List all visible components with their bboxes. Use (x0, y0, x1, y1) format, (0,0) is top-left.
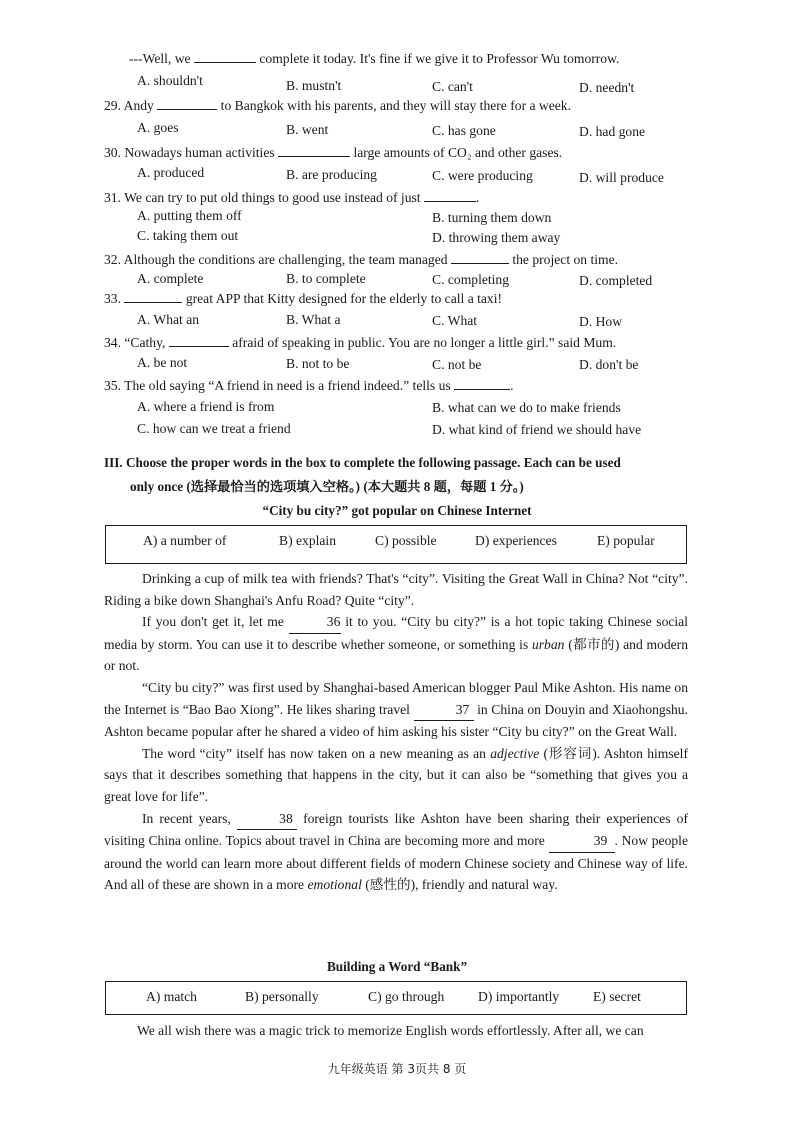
q34-option-c[interactable]: C. not be (432, 357, 482, 372)
word-option: E) secret (593, 989, 641, 1004)
q34-option-a[interactable]: A. be not (137, 355, 188, 370)
word-option: A) a number of (143, 533, 227, 548)
passage-body (104, 568, 688, 896)
q33-option-d[interactable]: D. How (579, 314, 623, 329)
section-heading: III. Choose the proper words in the box to complete the following passage. Each can be used (104, 455, 621, 470)
q28-option-d[interactable]: D. needn't (579, 80, 635, 95)
q30-option-a[interactable]: A. produced (137, 165, 205, 180)
word-box (105, 525, 687, 564)
q35-option-b[interactable]: B. what can we do to make friends (432, 400, 621, 415)
answer-blank-36[interactable]: 36 (289, 611, 341, 634)
section-instructions: only once (选择最恰当的选项填入空格。) (本大题共 8 题，每题 1 分。) (130, 479, 524, 494)
word-option: C) possible (375, 533, 437, 548)
q33-stem: 33. great APP that Kitty designed for the elderly to call a taxi! (104, 291, 503, 306)
word-option: B) explain (279, 533, 337, 548)
word-option: D) experiences (475, 533, 557, 548)
q34-stem: 34. “Cathy, afraid of speaking in public. You are no longer a little girl.” said Mum. (104, 335, 617, 350)
paragraph: The word “city” itself has now taken on a new meaning as an adjective (形容词). Ashton himself says that it describes something that happens in the city, but it can also be “something that gives you a great love for life”. (104, 745, 688, 804)
answer-blank[interactable] (454, 377, 510, 390)
q30-option-b[interactable]: B. are producing (286, 167, 377, 182)
q34-option-d[interactable]: D. don't be (579, 357, 639, 372)
q31-option-b[interactable]: B. turning them down (432, 210, 552, 225)
paragraph: If you don't get it, let me 36 it to you. “City bu city?” is a hot topic taking Chinese social media by storm. You can use it to describe whether someone, or something is urban (都市的) and modern or not. (104, 611, 688, 677)
q33-option-a[interactable]: A. What an (137, 312, 200, 327)
word-option: C) go through (368, 989, 445, 1004)
paragraph: Drinking a cup of milk tea with friends? That's “city”. Visiting the Great Wall in China? Not “city”. Riding a bike down Shanghai's Anfu Road? Quite “city”. (104, 571, 688, 608)
passage-title: “City bu city?” got popular on Chinese Internet (262, 503, 532, 518)
q28-option-b[interactable]: B. mustn't (286, 78, 342, 93)
answer-blank[interactable] (278, 144, 350, 157)
paragraph: “City bu city?” was first used by Shanghai-based American blogger Paul Mike Ashton. His name on the Internet is “Bao Bao Xiong”. He likes sharing travel 37 in China on Douyin and Xiaohongshu. Ashton became popular after he shared a video of him asking his sister “City bu city?” on the Great Wall. (104, 679, 689, 740)
paragraph: We all wish there was a magic trick to memorize English words effortlessly. After all, we can (137, 1023, 644, 1038)
word-option: B) personally (245, 989, 319, 1004)
q31-option-c[interactable]: C. taking them out (137, 228, 239, 243)
word-box (105, 981, 687, 1015)
word-option: D) importantly (478, 989, 560, 1004)
paragraph: In recent years, 38 foreign tourists like Ashton have been sharing their experiences of visiting China online. Topics about travel in China are becoming more and more 39 . Now people around the world can learn more about different fields of modern Chinese society and Chinese way of life. And all of these are shown in a more emotional (感性的), friendly and natural way. (104, 808, 688, 896)
q31-stem: 31. We can try to put old things to good use instead of just . (104, 190, 480, 205)
q35-option-d[interactable]: D. what kind of friend we should have (432, 422, 642, 437)
answer-blank[interactable] (124, 290, 182, 303)
answer-blank[interactable] (451, 251, 509, 264)
q29-option-d[interactable]: D. had gone (579, 124, 646, 139)
answer-blank-39[interactable]: 39 (549, 830, 615, 853)
q32-option-d[interactable]: D. completed (579, 273, 653, 288)
q34-option-b[interactable]: B. not to be (286, 356, 350, 371)
q32-option-b[interactable]: B. to complete (286, 271, 366, 286)
q29-option-a[interactable]: A. goes (137, 120, 179, 135)
q35-option-a[interactable]: A. where a friend is from (137, 399, 275, 414)
answer-blank[interactable] (157, 97, 217, 110)
q30-option-d[interactable]: D. will produce (579, 170, 664, 185)
answer-blank[interactable] (169, 334, 229, 347)
word-option: E) popular (597, 533, 655, 548)
q32-option-a[interactable]: A. complete (137, 271, 204, 286)
q28-stem: ---Well, we complete it today. It's fine if we give it to Professor Wu tomorrow. (129, 51, 620, 66)
q31-option-a[interactable]: A. putting them off (137, 208, 242, 223)
q33-option-b[interactable]: B. What a (286, 312, 341, 327)
q28-option-c[interactable]: C. can't (432, 79, 473, 94)
q32-option-c[interactable]: C. completing (432, 272, 510, 287)
passage-title: Building a Word “Bank” (326, 959, 468, 974)
q35-stem: 35. The old saying “A friend in need is a friend indeed.” tells us . (104, 378, 514, 393)
q32-stem: 32. Although the conditions are challenging, the team managed the project on time. (104, 252, 619, 267)
q35-option-c[interactable]: C. how can we treat a friend (137, 421, 291, 436)
answer-blank[interactable] (424, 189, 476, 202)
answer-blank-38[interactable]: 38 (237, 808, 297, 831)
q30-option-c[interactable]: C. were producing (432, 168, 533, 183)
q29-option-c[interactable]: C. has gone (432, 123, 496, 138)
q28-option-a[interactable]: A. shouldn't (137, 73, 203, 88)
q29-option-b[interactable]: B. went (286, 122, 329, 137)
page-footer: 九年级英语 第 3页共 8 页 (327, 1062, 467, 1076)
q31-option-d[interactable]: D. throwing them away (432, 230, 561, 245)
word-option: A) match (146, 989, 197, 1004)
q29-stem: 29. Andy to Bangkok with his parents, and they will stay there for a week. (104, 98, 572, 113)
answer-blank-37[interactable]: 37 (414, 699, 474, 722)
q33-option-c[interactable]: C. What (432, 313, 478, 328)
q30-stem: 30. Nowadays human activities large amounts of CO₂ and other gases. (104, 145, 563, 160)
answer-blank[interactable] (194, 50, 256, 63)
